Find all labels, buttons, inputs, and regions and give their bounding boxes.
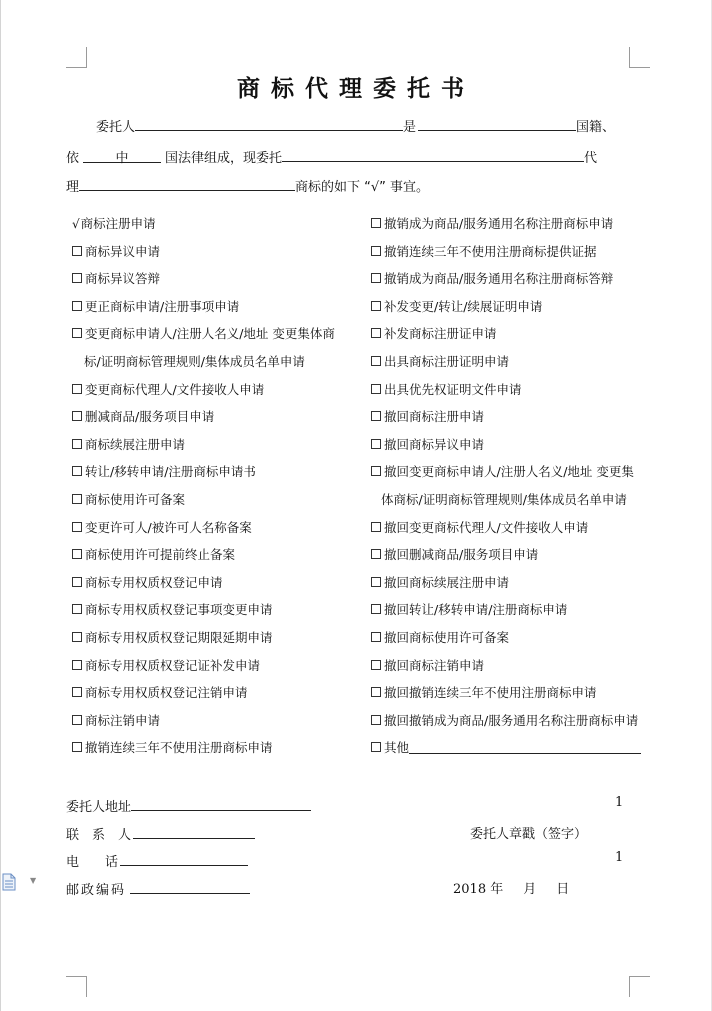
checklist-item-label: 商标使用许可提前终止备案 — [85, 547, 236, 563]
checklist-item-label: 撤回商标注销申请 — [384, 657, 485, 673]
checklist-item[interactable] — [72, 299, 239, 315]
checklist-item-label: 商标异议答辩 — [85, 271, 161, 287]
phone-blank[interactable] — [120, 850, 248, 866]
checklist-item[interactable] — [72, 602, 273, 618]
other-blank[interactable] — [409, 753, 641, 754]
checklist-item-label: 撤销连续三年不使用注册商标提供证据 — [384, 243, 597, 259]
checklist-item[interactable] — [371, 216, 613, 232]
checklist-item-label: 撤回商标使用许可备案 — [384, 630, 510, 645]
checklist-item-label: 其他 — [384, 740, 410, 756]
checkbox[interactable] — [371, 742, 381, 752]
checkbox[interactable] — [371, 577, 381, 587]
checklist-item-label: 商标续展注册申请 — [85, 436, 186, 452]
phone-row — [66, 850, 248, 870]
checklist-item[interactable] — [371, 658, 484, 674]
checklist-item[interactable] — [371, 354, 509, 370]
checkbox[interactable] — [72, 273, 82, 283]
checklist-item[interactable] — [72, 244, 160, 260]
checklist-item-label: 变更许可人/被许可人名称备案 — [85, 519, 252, 535]
checkbox[interactable] — [371, 328, 381, 338]
checkbox[interactable] — [72, 328, 82, 338]
intro-line-3 — [66, 175, 429, 195]
intro-line-2 — [66, 146, 597, 166]
checkbox[interactable] — [371, 356, 381, 366]
checkbox[interactable] — [371, 660, 381, 670]
postcode-label: 邮政编码 — [66, 883, 127, 898]
checklist-item[interactable] — [371, 382, 522, 398]
checklist-item-label: 撤回撤销连续三年不使用注册商标申请 — [384, 685, 597, 701]
checkbox[interactable] — [371, 273, 381, 283]
checklist-item[interactable] — [72, 685, 248, 701]
checklist-item[interactable] — [371, 713, 638, 729]
handle-label: 理 — [66, 180, 80, 195]
checkbox[interactable] — [72, 439, 82, 449]
client-label: 委托人 — [96, 120, 136, 135]
crop-mark-top-right — [629, 47, 650, 68]
checklist-item-label: 商标使用许可备案 — [85, 492, 186, 507]
crop-mark-bottom-left — [66, 976, 87, 997]
checklist-item[interactable] — [72, 740, 273, 756]
checklist-item[interactable] — [72, 216, 156, 232]
checkbox[interactable] — [371, 604, 381, 614]
checklist-item-label: 撤回商标续展注册申请 — [384, 574, 510, 590]
checkbox[interactable] — [371, 522, 381, 532]
checkbox[interactable] — [72, 549, 82, 559]
checklist-item[interactable] — [72, 547, 235, 563]
postcode-row — [66, 878, 250, 898]
checklist-item-label: 商标专用权质权登记申请 — [85, 574, 223, 590]
checkbox[interactable] — [72, 301, 82, 311]
checkbox[interactable] — [371, 632, 381, 642]
checkbox[interactable] — [371, 411, 381, 421]
checklist-item-label: 撤回转让/移转申请/注册商标申请 — [384, 602, 568, 618]
checkbox[interactable] — [72, 715, 82, 725]
checklist-item-label: 商标专用权质权登记事项变更申请 — [85, 602, 273, 618]
checklist-item-label: 撤回变更商标申请人/注册人名义/地址 变更集 — [384, 464, 634, 480]
checklist-item-label: 出具优先权证明文件申请 — [384, 381, 522, 397]
checkbox[interactable] — [72, 246, 82, 256]
checklist-item-label: 商标专用权质权登记注销申请 — [85, 685, 248, 701]
matters-label: 商标的如下 “√” 事宜。 — [295, 180, 430, 195]
checklist-item-label: 补发变更/转让/续展证明申请 — [384, 298, 543, 314]
checklist-item[interactable] — [371, 520, 588, 536]
checkbox[interactable] — [72, 494, 82, 504]
seal-label: 委托人章戳（签字） — [470, 827, 588, 842]
checklist-item[interactable] — [371, 685, 597, 701]
checklist-item-label: 撤销成为商品/服务通用名称注册商标申请 — [384, 216, 614, 231]
checklist-item[interactable] — [72, 409, 214, 425]
checklist-item[interactable] — [371, 271, 613, 287]
checklist-item[interactable] — [72, 271, 160, 287]
checklist-item[interactable] — [72, 630, 273, 646]
according-label: 依 — [66, 151, 80, 166]
checklist-item[interactable] — [72, 713, 160, 729]
checklist-item-label: 更正商标申请/注册事项申请 — [85, 298, 240, 314]
checklist-item[interactable] — [72, 492, 185, 508]
checklist-item-label: 商标异议申请 — [85, 243, 161, 259]
checklist-item[interactable] — [72, 658, 260, 674]
checkbox[interactable] — [72, 660, 82, 670]
checkbox[interactable] — [72, 632, 82, 642]
page-mark-2: 1 — [615, 850, 624, 865]
checklist-item[interactable] — [72, 326, 335, 342]
date-row — [453, 878, 569, 897]
checkmark-icon[interactable]: √ — [72, 217, 80, 231]
checklist-item-label: 撤回商标异议申请 — [384, 436, 485, 452]
checklist-item[interactable] — [72, 382, 264, 398]
crop-mark-bottom-right — [629, 976, 650, 997]
checklist-item-label: 撤回撤销成为商品/服务通用名称注册商标申请 — [384, 712, 639, 728]
checklist-item-label: 出具商标注册证明申请 — [384, 354, 510, 369]
country-field[interactable]: 中 — [83, 147, 161, 163]
checkbox[interactable] — [371, 301, 381, 311]
contact-label: 联 系 人 — [66, 828, 132, 843]
checkbox[interactable] — [371, 384, 381, 394]
checklist-item-continuation: 标/证明商标管理规则/集体成员名单申请 — [84, 354, 305, 369]
checklist-item-label: 变更商标申请人/注册人名义/地址 变更集体商 — [85, 326, 335, 342]
page-edge-left — [0, 0, 1, 1011]
address-blank[interactable] — [131, 795, 311, 811]
checkbox[interactable] — [371, 246, 381, 256]
checklist-item-label: 撤回删减商品/服务项目申请 — [384, 547, 539, 563]
checkbox[interactable] — [72, 604, 82, 614]
intro-line-1 — [96, 115, 615, 135]
checkbox[interactable] — [72, 577, 82, 587]
checklist-item[interactable] — [371, 575, 509, 591]
checklist-item-label: 撤回商标注册申请 — [384, 409, 485, 425]
checkbox[interactable] — [371, 549, 381, 559]
postcode-blank[interactable] — [130, 878, 250, 894]
checklist-item-label: 商标专用权质权登记证补发申请 — [85, 657, 261, 673]
checklist-item[interactable] — [72, 575, 223, 591]
checklist-item-label: 商标注册申请 — [80, 216, 156, 231]
checklist-item[interactable] — [371, 409, 484, 425]
checklist-item[interactable] — [371, 740, 409, 756]
is-label: 是 — [403, 120, 417, 135]
document-title: 商标代理委托书 — [237, 75, 475, 102]
checklist-item-continuation: 体商标/证明商标管理规则/集体成员名单申请 — [381, 492, 627, 507]
date-day: 日 — [556, 882, 570, 897]
checklist-item[interactable] — [371, 547, 538, 563]
checkbox[interactable] — [72, 411, 82, 421]
checklist-item-label: 删减商品/服务项目申请 — [85, 409, 215, 425]
checkbox[interactable] — [72, 384, 82, 394]
checklist-item[interactable] — [72, 520, 252, 536]
checklist-item-label: 转让/移转申请/注册商标申请书 — [85, 464, 256, 480]
checkbox[interactable] — [72, 466, 82, 476]
address-row — [66, 795, 311, 815]
nationality-blank[interactable] — [418, 115, 576, 131]
checklist-item[interactable] — [371, 464, 634, 480]
law-label: 国法律组成，现委托 — [165, 151, 283, 166]
checkbox[interactable] — [371, 715, 381, 725]
page-mark-1: 1 — [615, 795, 624, 810]
dropdown-arrow-icon[interactable]: ▼ — [30, 876, 37, 885]
checklist-item-label: 撤销成为商品/服务通用名称注册商标答辩 — [384, 271, 614, 287]
document-icon[interactable] — [2, 873, 16, 891]
checklist-item[interactable] — [371, 437, 484, 453]
checkbox[interactable] — [72, 687, 82, 697]
contact-blank[interactable] — [133, 823, 255, 839]
nationality-label: 国籍、 — [576, 120, 616, 135]
checkbox[interactable] — [72, 522, 82, 532]
checklist-item[interactable] — [371, 326, 497, 342]
client-name-blank[interactable] — [135, 115, 403, 131]
checkbox[interactable] — [371, 466, 381, 476]
checklist-item[interactable] — [72, 464, 256, 480]
checklist-item[interactable] — [371, 602, 567, 618]
checklist-item-label: 商标注销申请 — [85, 712, 161, 728]
checkbox[interactable] — [371, 439, 381, 449]
checklist-item-label: 商标专用权质权登记期限延期申请 — [85, 630, 273, 645]
checklist-item[interactable] — [371, 299, 542, 315]
checkbox[interactable] — [371, 218, 381, 228]
address-label: 委托人地址 — [66, 800, 132, 815]
phone-label: 电 话 — [66, 855, 119, 870]
checklist-item-label: 变更商标代理人/文件接收人申请 — [85, 381, 265, 397]
checklist-item-label: 补发商标注册证申请 — [384, 326, 497, 342]
date-month: 月 — [523, 882, 537, 897]
agent-suffix-label: 代 — [584, 151, 598, 166]
agent-name-blank[interactable] — [282, 146, 584, 162]
checklist-item-label: 撤销连续三年不使用注册商标申请 — [85, 740, 273, 756]
date-year: 2018 年 — [453, 882, 504, 897]
checkbox[interactable] — [72, 742, 82, 752]
crop-mark-top-left — [66, 47, 87, 68]
checklist-item-label: 撤回变更商标代理人/文件接收人申请 — [384, 519, 589, 535]
checklist-item[interactable] — [72, 437, 185, 453]
checklist-item[interactable] — [371, 244, 597, 260]
contact-row — [66, 823, 255, 843]
trademark-name-blank[interactable] — [79, 175, 295, 191]
checklist-item[interactable] — [371, 630, 509, 646]
checkbox[interactable] — [371, 687, 381, 697]
